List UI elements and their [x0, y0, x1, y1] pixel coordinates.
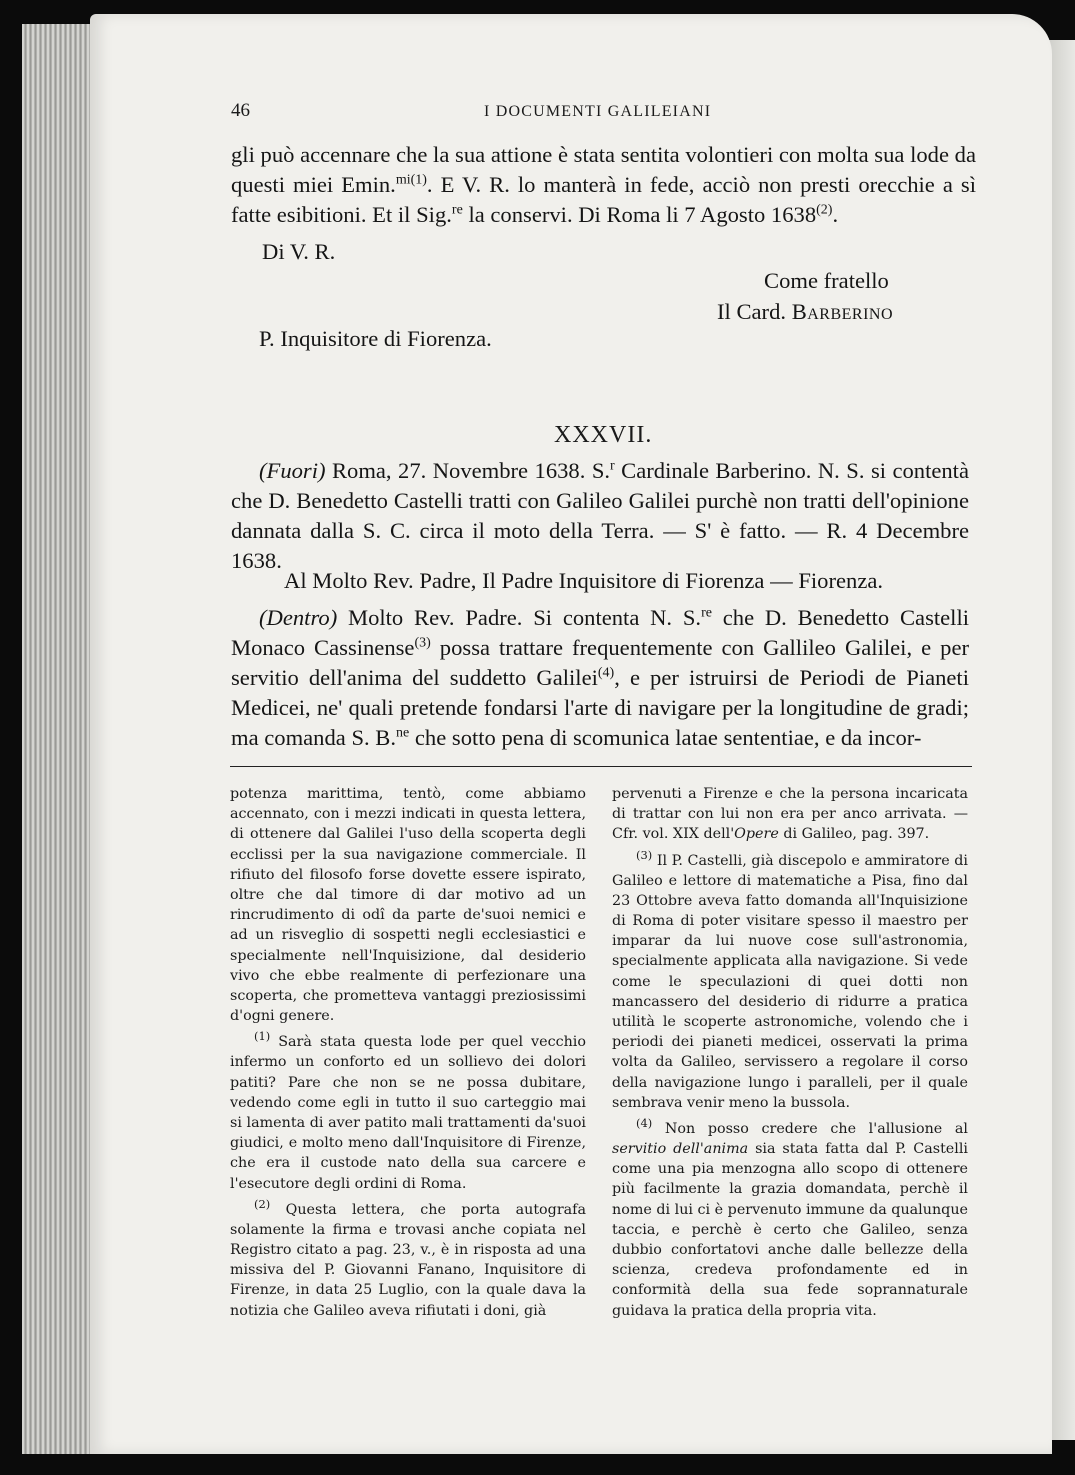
- body-text: che sotto pena di scomunica latae sententiae, e da incor-: [409, 725, 922, 750]
- letter-text: gli può accennare che la sua attione è stata sentita volontieri con molta sua lode da questi miei Emin.: [231, 142, 976, 197]
- superscript: re: [701, 605, 712, 621]
- superscript: re: [451, 202, 463, 218]
- footnote-italic: servitio dell'anima: [612, 1140, 749, 1157]
- page-edges: [22, 24, 94, 1454]
- footnote-ref-4: (4): [597, 665, 615, 681]
- document-heading: XXXVII.: [554, 422, 653, 448]
- summary-paragraph: [231, 456, 969, 576]
- footnote-text: sia stata fatta dal P. Castelli come una pia menzogna allo scopo di ottenere più facilmente la grazia domandata, perchè il nome di lui ci è pervenuto immune da qualunque taccia, e perchè è certo che Galileo, senza dubbio confortatovi anche dalle bellezze della scienza, credeva profondamente ed in conformità della sua fede soprannaturale guidava la pratica della propria vita.: [612, 1140, 968, 1319]
- footnote-ref-2: (2): [816, 202, 833, 218]
- footnote-text: Sarà stata questa lode per quel vecchio infermo un conforto ed un sollievo dei dolori patiti? Pare che non se ne possa dubitare, vedendo come egli in tutto il suo carteggio mai si lamenta di aver patito mali trattamenti da'suoi giudici, e molto meno dall'Inquisitore di Firenze, che era il custode nato della sua carcere e l'esecutore degli ordini di Roma.: [230, 1034, 586, 1192]
- superscript: mi: [395, 172, 411, 188]
- letter-closing-paragraph: [231, 140, 976, 230]
- facing-page-edge: [1048, 40, 1075, 1440]
- signature: [717, 297, 893, 327]
- footnote-mark: (2): [254, 1196, 271, 1211]
- footnote-continuation: potenza marittima, tentò, come abbiamo accennato, con i mezzi indicati in questa lettera, di ottenere dal Galilei l'uso della scoperta degli ecclissi per la sua navigazione commerciale. Il rifiuto del filosofo forse dovette essere ispirato, oltre che dal timore di dar motivo ad un rincrudimento di odî da parte de'suoi nemici e ad un risveglio di sospetti negli ecclesiastici e specialmente nell'Inquisizione, dal desiderio vivo che ebbe realmente di perfezionare una scoperta, che prometteva vantaggi preziosissimi d'ogni genere.: [230, 786, 586, 1025]
- letter-text: .: [832, 202, 839, 227]
- footnote-1: [230, 1026, 586, 1193]
- signature-name: Barberino: [791, 299, 894, 324]
- body-label: (Dentro): [259, 605, 338, 630]
- closing: Come fratello: [764, 268, 889, 293]
- footnote-4: [612, 1113, 968, 1321]
- footnote-ref-1: (1): [410, 172, 427, 188]
- footnote-2: [230, 1194, 586, 1321]
- summary-label: (Fuori): [259, 458, 326, 483]
- body-text: Molto Rev. Padre. Si contenta N. S.: [337, 605, 702, 630]
- footnote-rule: [230, 766, 972, 767]
- footnote-text: pervenuti a Firenze e che la persona incaricata di trattar con lui non era per anco arrivata. — Cfr. vol. XIX dell': [612, 786, 968, 843]
- footnotes-right-column: [612, 784, 968, 1321]
- footnotes-left-column: [230, 784, 586, 1321]
- letter-text: . E V. R. lo manterà in fede, acciò non presti orecchie a sì fatte esibitioni. Et il Sig.: [231, 172, 976, 227]
- superscript: ne: [396, 725, 410, 741]
- footnote-ref-3: (3): [414, 635, 431, 651]
- footnote-mark: (1): [254, 1029, 271, 1044]
- running-title: I DOCUMENTI GALILEIANI: [484, 103, 712, 120]
- body-paragraph: [231, 603, 969, 753]
- body-text: che D. Benedetto Castelli Monaco Cassinense: [231, 605, 969, 660]
- footnote-text: Il P. Castelli, già discepolo e ammiratore di Galileo e lettore di matematiche a Pisa, fino dal 23 Ottobre aveva fatto domanda all'Inquisizione di Roma di poter visitare spesso il maestro per imparar da lui nuove cose sull'astronomia, specialmente applicata alla navigazione. Si vede come le speculazioni di quei dotti non mancassero del desiderio di ridurre a pratica utilità le scoperte astronomiche, volendo che i periodi dei pianeti medicei, osservati la prima volta da Galileo, servissero a regolare il corso della navigazione lungo i paralleli, per il quale sembrava venir meno la bussola.: [612, 852, 968, 1111]
- footnote-text: Questa lettera, che porta autografa solamente la firma e trovasi anche copiata nel Registro citato a pag. 23, v., è in risposta ad una missiva del P. Giovanni Fanano, Inquisitore di Firenze, in data 25 Luglio, con la quale dava la notizia che Galileo aveva rifiutati i doni, già: [230, 1201, 586, 1319]
- footnote-text: Non posso credere che l'allusione al: [652, 1120, 968, 1137]
- summary-text: Roma, 27. Novembre 1638. S.: [325, 458, 611, 483]
- footnote-text: di Galileo, pag. 397.: [778, 826, 930, 843]
- cover-address: Al Molto Rev. Padre, Il Padre Inquisitore di Fiorenza — Fiorenza.: [284, 568, 884, 593]
- body-text: , e per istruirsi de Periodi de Pianeti Medicei, ne' quali pretende fondarsi l'arte di navigare per la longitudine de gradi; ma comanda S. B.: [231, 665, 969, 750]
- letter-text: la conservi. Di Roma li 7 Agosto 1638: [462, 202, 817, 227]
- salutation: Di V. R.: [262, 239, 336, 264]
- signature-prefix: Il Card.: [717, 299, 787, 324]
- footnote-mark: (3): [636, 847, 653, 862]
- footnote-italic: Opere: [734, 826, 779, 843]
- footnote-2-continuation: [612, 784, 968, 845]
- summary-text: Cardinale Barberino. N. S. si contentà che D. Benedetto Castelli tratti con Galileo Galilei purchè non tratti dell'opinione dannata dalla S. C. circa il moto della Terra. — S' è fatto. — R. 4 Decembre 1638.: [231, 458, 969, 573]
- page-number: 46: [231, 100, 250, 121]
- superscript: r: [610, 458, 615, 474]
- body-text: possa trattare frequentemente con Gallileo Galilei, e per servitio dell'anima del suddetto Galilei: [231, 635, 969, 690]
- footnote-mark: (4): [636, 1116, 653, 1131]
- footnote-3: [612, 845, 968, 1113]
- addressee: P. Inquisitore di Fiorenza.: [259, 326, 492, 351]
